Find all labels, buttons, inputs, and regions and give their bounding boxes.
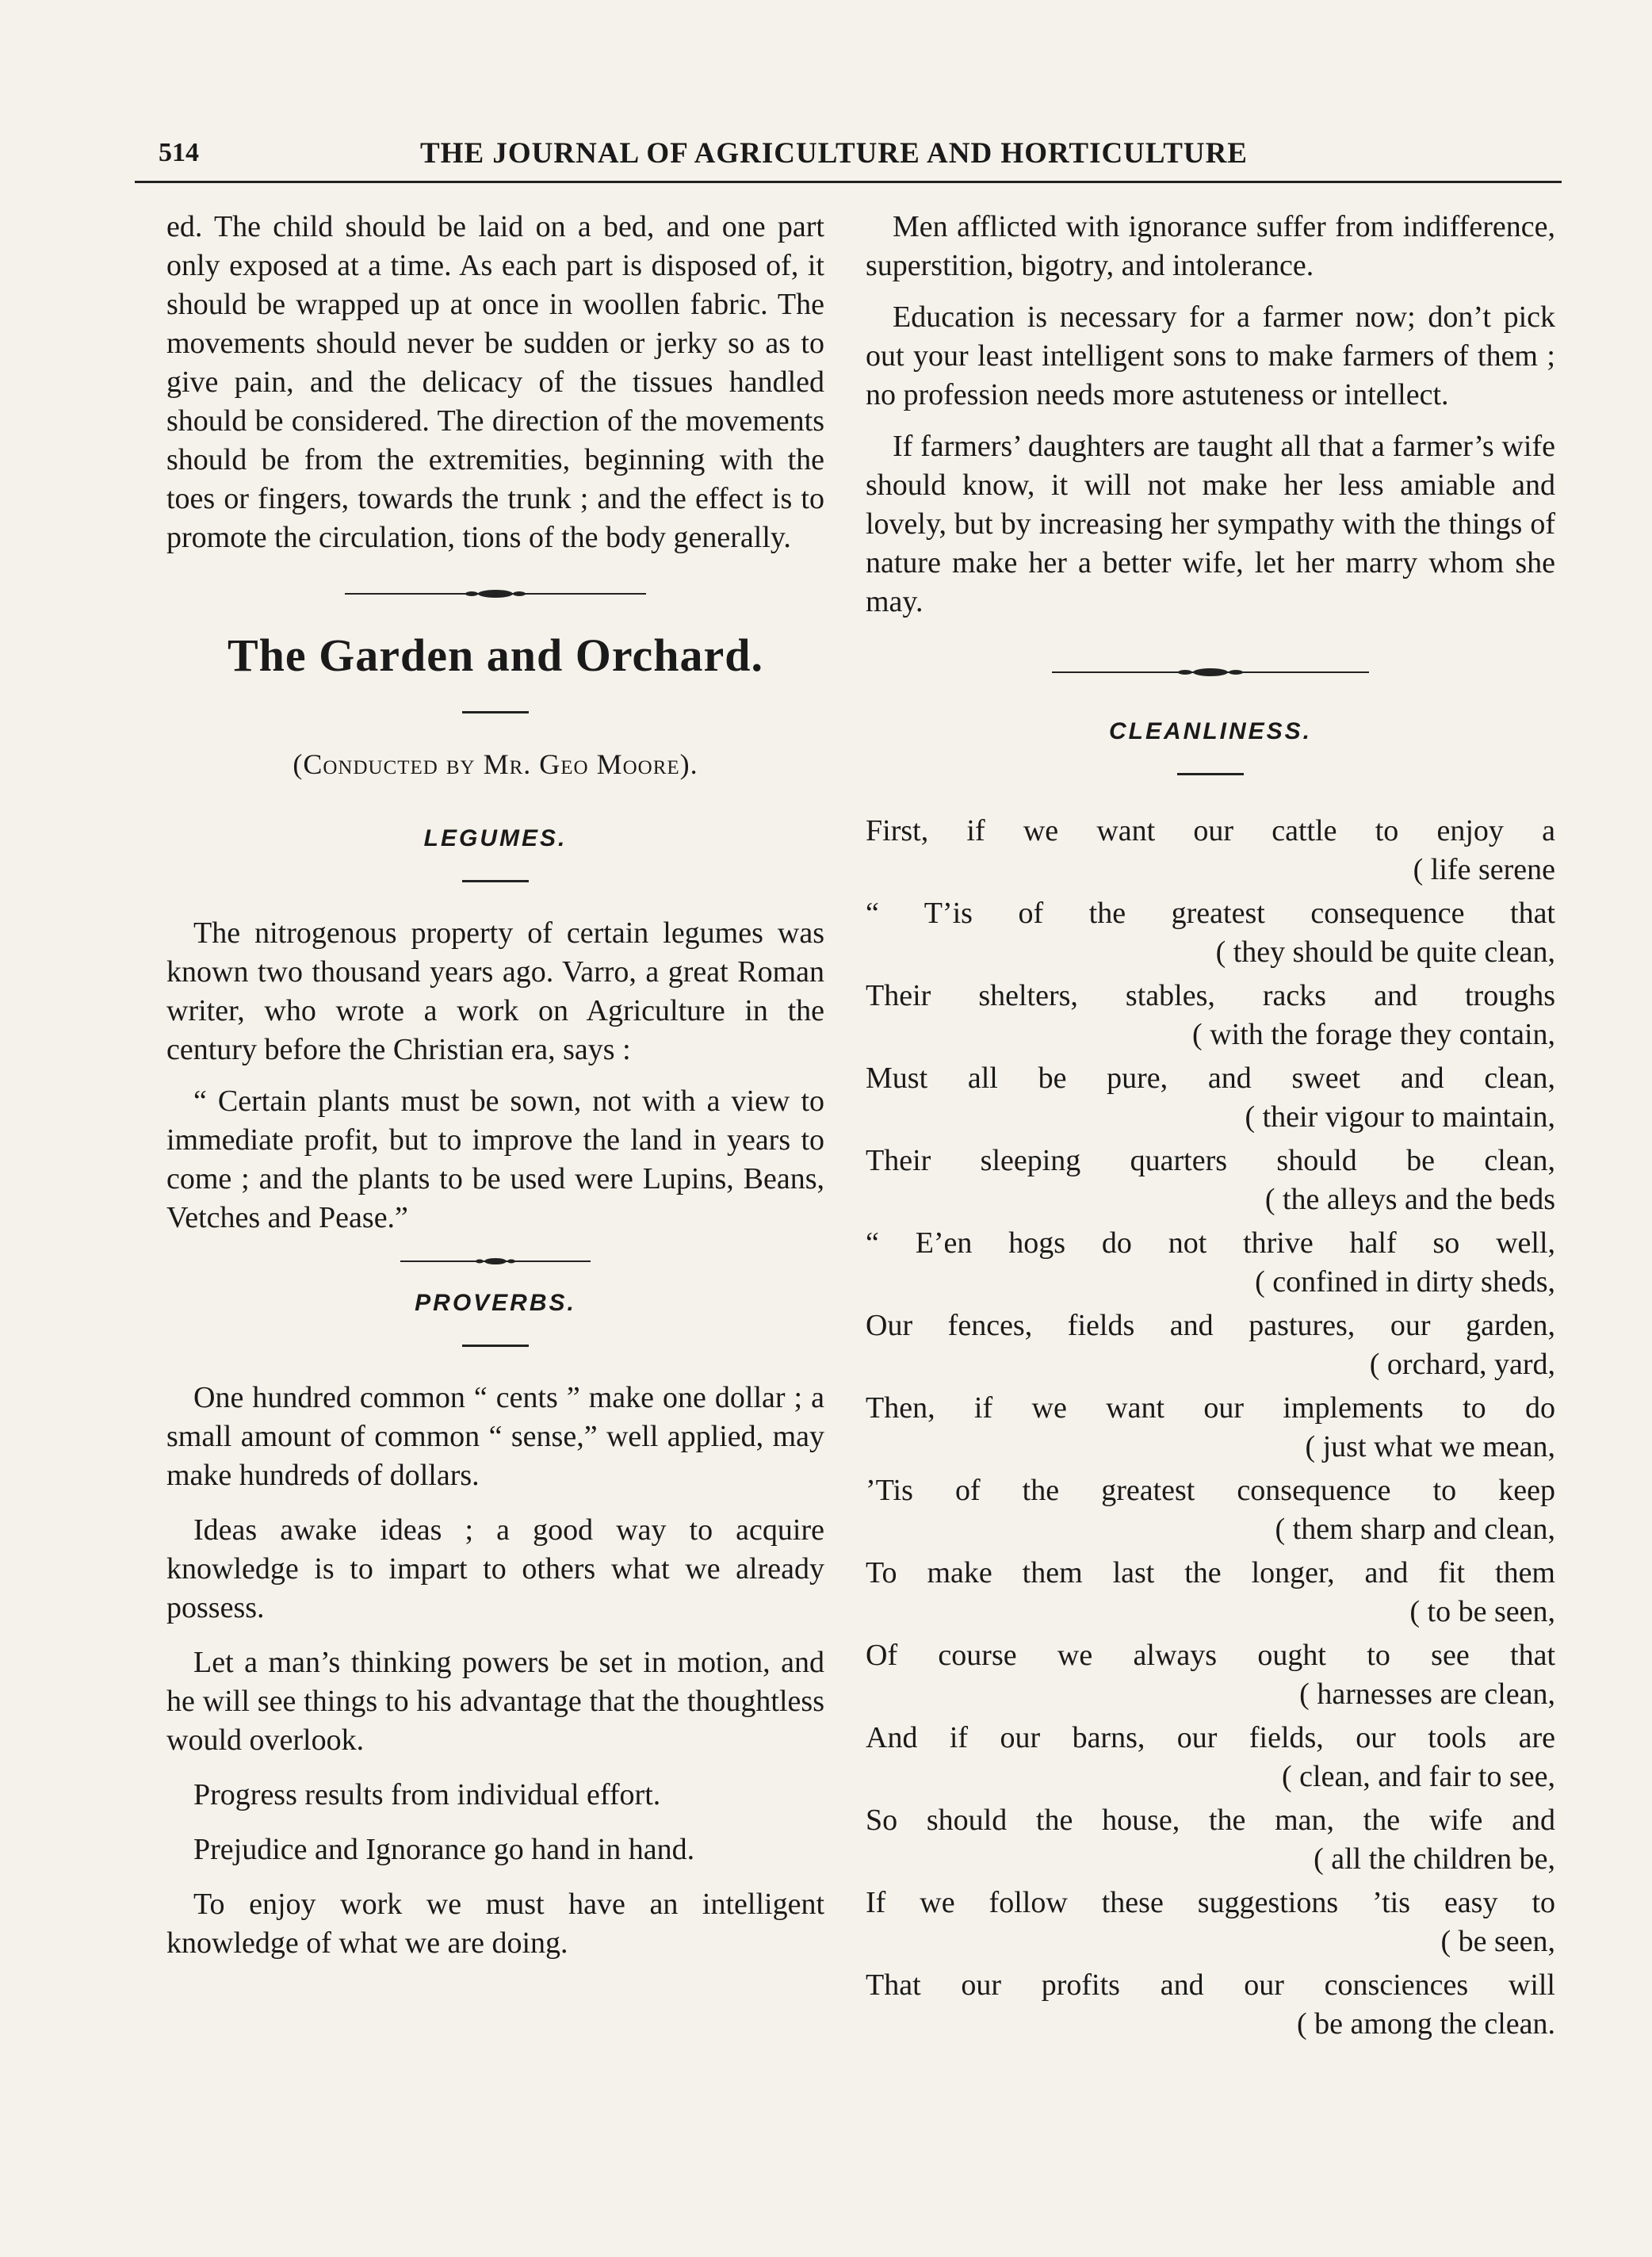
ornament-divider [400,1253,591,1269]
poem-line: Then, if we want our implements to do [866,1391,1555,1425]
cleanliness-heading: CLEANLINESS. [1108,718,1313,744]
poem-line-continued: ( confined in dirty sheds, [1255,1265,1555,1299]
ornament-divider [1052,664,1369,680]
byline-open: ( [293,748,304,780]
poem-line-continued: ( with the forage they contain, [1192,1018,1555,1051]
poem-line-continued: ( orchard, yard, [1369,1348,1555,1381]
legumes-heading: LEGUMES. [423,825,568,851]
poem-couplet [866,977,1555,1054]
poem-line: Must all be pure, and sweet and clean, [866,1062,1555,1095]
poem-line-continued: ( their vigour to maintain, [1245,1100,1555,1134]
byline [166,745,824,784]
short-rule [1177,773,1244,775]
proverb-item: To enjoy work we must have an intelligent knowledge of what we are doing. [166,1888,824,1960]
poem-line-continued: ( be among the clean. [1296,2007,1555,2041]
poem-line-continued: ( all the children be, [1314,1842,1555,1876]
journal-title: THE JOURNAL OF AGRICULTURE AND HORTICULTURE [420,137,1248,170]
poem-line: Our fences, fields and pastures, our garden, [866,1309,1555,1342]
page-number: 514 [159,138,199,167]
poem-line: Of course we always ought to see that [866,1639,1555,1672]
poem-line: To make them last the longer, and fit them [866,1556,1555,1589]
poem-line: That our profits and our consciences will [866,1968,1555,2002]
poem-line: Their shelters, stables, racks and troughs [866,979,1555,1012]
poem-couplet [866,1554,1555,1632]
poem-couplet [866,1389,1555,1467]
poem-line-continued: ( the alleys and the beds [1264,1183,1555,1216]
poem-couplet [866,1224,1555,1302]
poem-line-continued: ( to be seen, [1409,1595,1555,1628]
proverbs-heading: PROVERBS. [415,1290,576,1316]
left-column [166,208,824,1979]
proverb-item: Progress results from individual effort. [193,1778,661,1811]
poem-couplet [866,812,1555,889]
poem-line-continued: ( life serene [1413,853,1555,886]
byline-close: ). [679,748,698,780]
byline-text: Conducted by Mr. Geo Moore [303,748,680,780]
varro-quote: “ Certain plants must be sown, not with a view to immediate profit, but to improve the land in years to come ; and the plants to be used were Lupins, Beans, Vetches and Pease.” [166,1085,824,1234]
poem-couplet [866,1636,1555,1714]
poem-couplet [866,1801,1555,1879]
poem-couplet [866,1142,1555,1219]
short-rule [462,880,529,882]
poem-couplet [866,1719,1555,1796]
continued-paragraph: ed. The child should be laid on a bed, and one part only exposed at a time. As each part is disposed of, it should be wrapped up at once in woollen fabric. The movements should never be sudden or jerky so as to give pain, and the delicacy of the tissues handled should be considered. The direction of the movements should be from the extremities, beginning with the toes or fingers, towards the trunk ; and the effect is to promote the circulation, tions of the body generally. [166,210,824,554]
legumes-paragraph: The nitrogenous property of certain legumes was known two thousand years ago. Varro, a great Roman writer, who wrote a work on Agriculture in the century before the Christian era, says : [166,916,824,1066]
ornament-divider [345,586,646,602]
proverb-item: Let a man’s thinking powers be set in motion, and he will see things to his advantage that the thoughtless would overlook. [166,1646,824,1757]
poem-line-continued: ( just what we mean, [1305,1430,1555,1463]
poem-line: ’Tis of the greatest consequence to keep [866,1474,1555,1507]
running-header [135,132,1562,179]
proverb-item: Ideas awake ideas ; a good way to acquire knowledge is to impart to others what we already possess. [166,1513,824,1624]
short-rule [462,1345,529,1347]
poem-line: First, if we want our cattle to enjoy a [866,814,1555,847]
poem-line-continued: ( them sharp and clean, [1275,1513,1555,1546]
poem-line-continued: ( be seen, [1440,1925,1555,1958]
proverb-item: Prejudice and Ignorance go hand in hand. [193,1833,695,1866]
poem-line: “ E’en hogs do not thrive half so well, [866,1226,1555,1260]
right-column [866,208,1555,2049]
poem-couplet [866,1059,1555,1137]
poem-line: If we follow these suggestions ’tis easy to [866,1886,1555,1919]
cleanliness-poem [866,812,1555,2044]
poem-couplet [866,1966,1555,2044]
poem-line: And if our barns, our fields, our tools are [866,1721,1555,1754]
poem-line: “ T’is of the greatest consequence that [866,897,1555,930]
poem-couplet [866,894,1555,972]
poem-couplet [866,1306,1555,1384]
poem-couplet [866,1884,1555,1961]
poem-couplet [866,1471,1555,1549]
paragraph: Education is necessary for a farmer now; don’t pick out your least intelligent sons to make farmers of them ; no profession needs more astuteness or intellect. [866,300,1555,411]
paragraph: Men afflicted with ignorance suffer from indifference, superstition, bigotry, and intolerance. [866,210,1555,282]
poem-line-continued: ( they should be quite clean, [1215,935,1555,969]
poem-line: Their sleeping quarters should be clean, [866,1144,1555,1177]
poem-line-continued: ( harnesses are clean, [1299,1677,1555,1711]
poem-line-continued: ( clean, and fair to see, [1282,1760,1555,1793]
poem-line: So should the house, the man, the wife and [866,1804,1555,1837]
section-title: The Garden and Orchard. [227,629,764,681]
proverb-item: One hundred common “ cents ” make one dollar ; a small amount of common “ sense,” well applied, may make hundreds of dollars. [166,1381,824,1492]
header-rule [135,181,1562,183]
paragraph: If farmers’ daughters are taught all that a farmer’s wife should know, it will not make her less amiable and lovely, but by increasing her sympathy with the things of nature make her a better wife, let her marry whom she may. [866,430,1555,618]
short-rule [462,711,529,713]
